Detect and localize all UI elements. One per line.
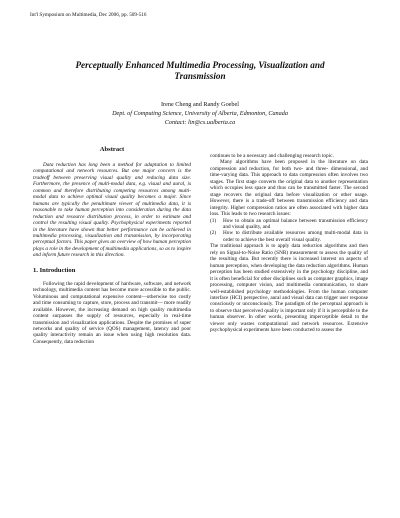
body-paragraph: continues to be a necessary and challenging research topic. [210,153,334,159]
header-note: Int'l Symposium on Multimedia, Dec 2006, pp. 509-516 [30,12,147,18]
list-item [210,230,368,243]
section-heading-introduction: 1. Introduction [33,266,76,274]
right-column [210,153,368,334]
list-item-number: (2) [210,230,217,237]
abstract-heading: Abstract [99,146,125,153]
affiliation: Dept. of Computing Science, University of Alberta, Edmonton, Canada [112,110,288,117]
contact-email: Contact: lin@cs.ualberta.ca [164,119,236,126]
list-item [210,218,368,231]
body-paragraph: Many algorithms have been proposed in the literature on data compression and reduction, for both two- and three- dimensional, and time-varying data. This approach to data compression often involves two stages. The first stage converts the original data to another representation which occupies less space and thus can be transmitted faster. The second stage recovers the original data before visualization or other usage. However, there is a trade-off between transmission efficiency and data integrity. Higher compression ratios are often associated with higher data loss. This leads to two research issues: [210,159,368,218]
left-column [33,146,191,345]
research-issues-list [210,218,368,244]
list-item-text: How to obtain an optimal balance between transmission efficiency and visual quality, and [223,217,368,230]
authors: Irene Cheng and Randy Goebel [160,101,239,108]
paper-title-line: Transmission [174,71,226,82]
body-paragraph: The traditional approach is to apply data reduction algorithms and then rely on Signal-to-Noise Ratio (SNR) measurement to assess the quality of the resulting data. But recently there is increased interest on aspects of human perception, when developing the data reduction algorithms. Human perception has been studied extensively in the psychology discipline, and it is often beneficial for other disciplines such as computer graphics, image processing, computer vision, and multimedia communication, to share well-established psychology methodologies. From the human computer interface (HCI) perspective, aural and visual data can trigger user response consciously or unconsciously. The paradigm of the perceptual approach is to observe that perceived quality is important only if it is perceptible to the human observer. In other words, presenting imperceptible detail to the viewer only wastes computational and network resources. Extensive psychophysical experiments have been conducted to assess the [210,243,368,334]
paper-title-line: Perceptually Enhanced Multimedia Processing, Visualization and [75,60,325,70]
list-item-number: (1) [210,217,217,224]
list-item-text: How to distribute available resources among multi-modal data in order to achieve the best overall visual quality. [223,230,368,243]
introduction-paragraph: Following the rapid development of hardware, software, and network technology, multimedia content has become more accessible to the public. Voluminous and computational expensive content—otherwise too costly and time consuming to capture, store, process and transmit— more readily available. However, the increasing demand on high quality multimedia content surpasses the supply of resources, especially in real-time transmission and visualization applications. Despite the promises of super networks and quality of service (QOS) management, latency and poor quality interactivity remain an issue when using high resolution data. Consequently, data reduction [33,280,191,345]
paper-title [0,60,400,83]
abstract-text: Data reduction has long been a method for adaptation to limited computational and network resources. But one major concern is the tradeoff between preserving visual quality and reducing data size. Furthermore, the presence of multi-modal data, e.g. visual and aural, is common and therefore distributing competing resources among multi-modal data to achieve optimal visual quality becomes a major. Since humans are typically the penultimate viewer of multimedia data, it is reasonable to take human perception into consideration during the data reduction and resource distribution process, in order to estimate and control the resulting visual quality. Psychophysical experiments reported in the literature have shown that better performance can be achieved in multimedia processing, visualization and transmission, by incorporating perceptual factors. This paper gives an overview of how human perception plays a role in the development of multimedia applications, so as to inspire and inform future research in this direction. [33,162,191,259]
